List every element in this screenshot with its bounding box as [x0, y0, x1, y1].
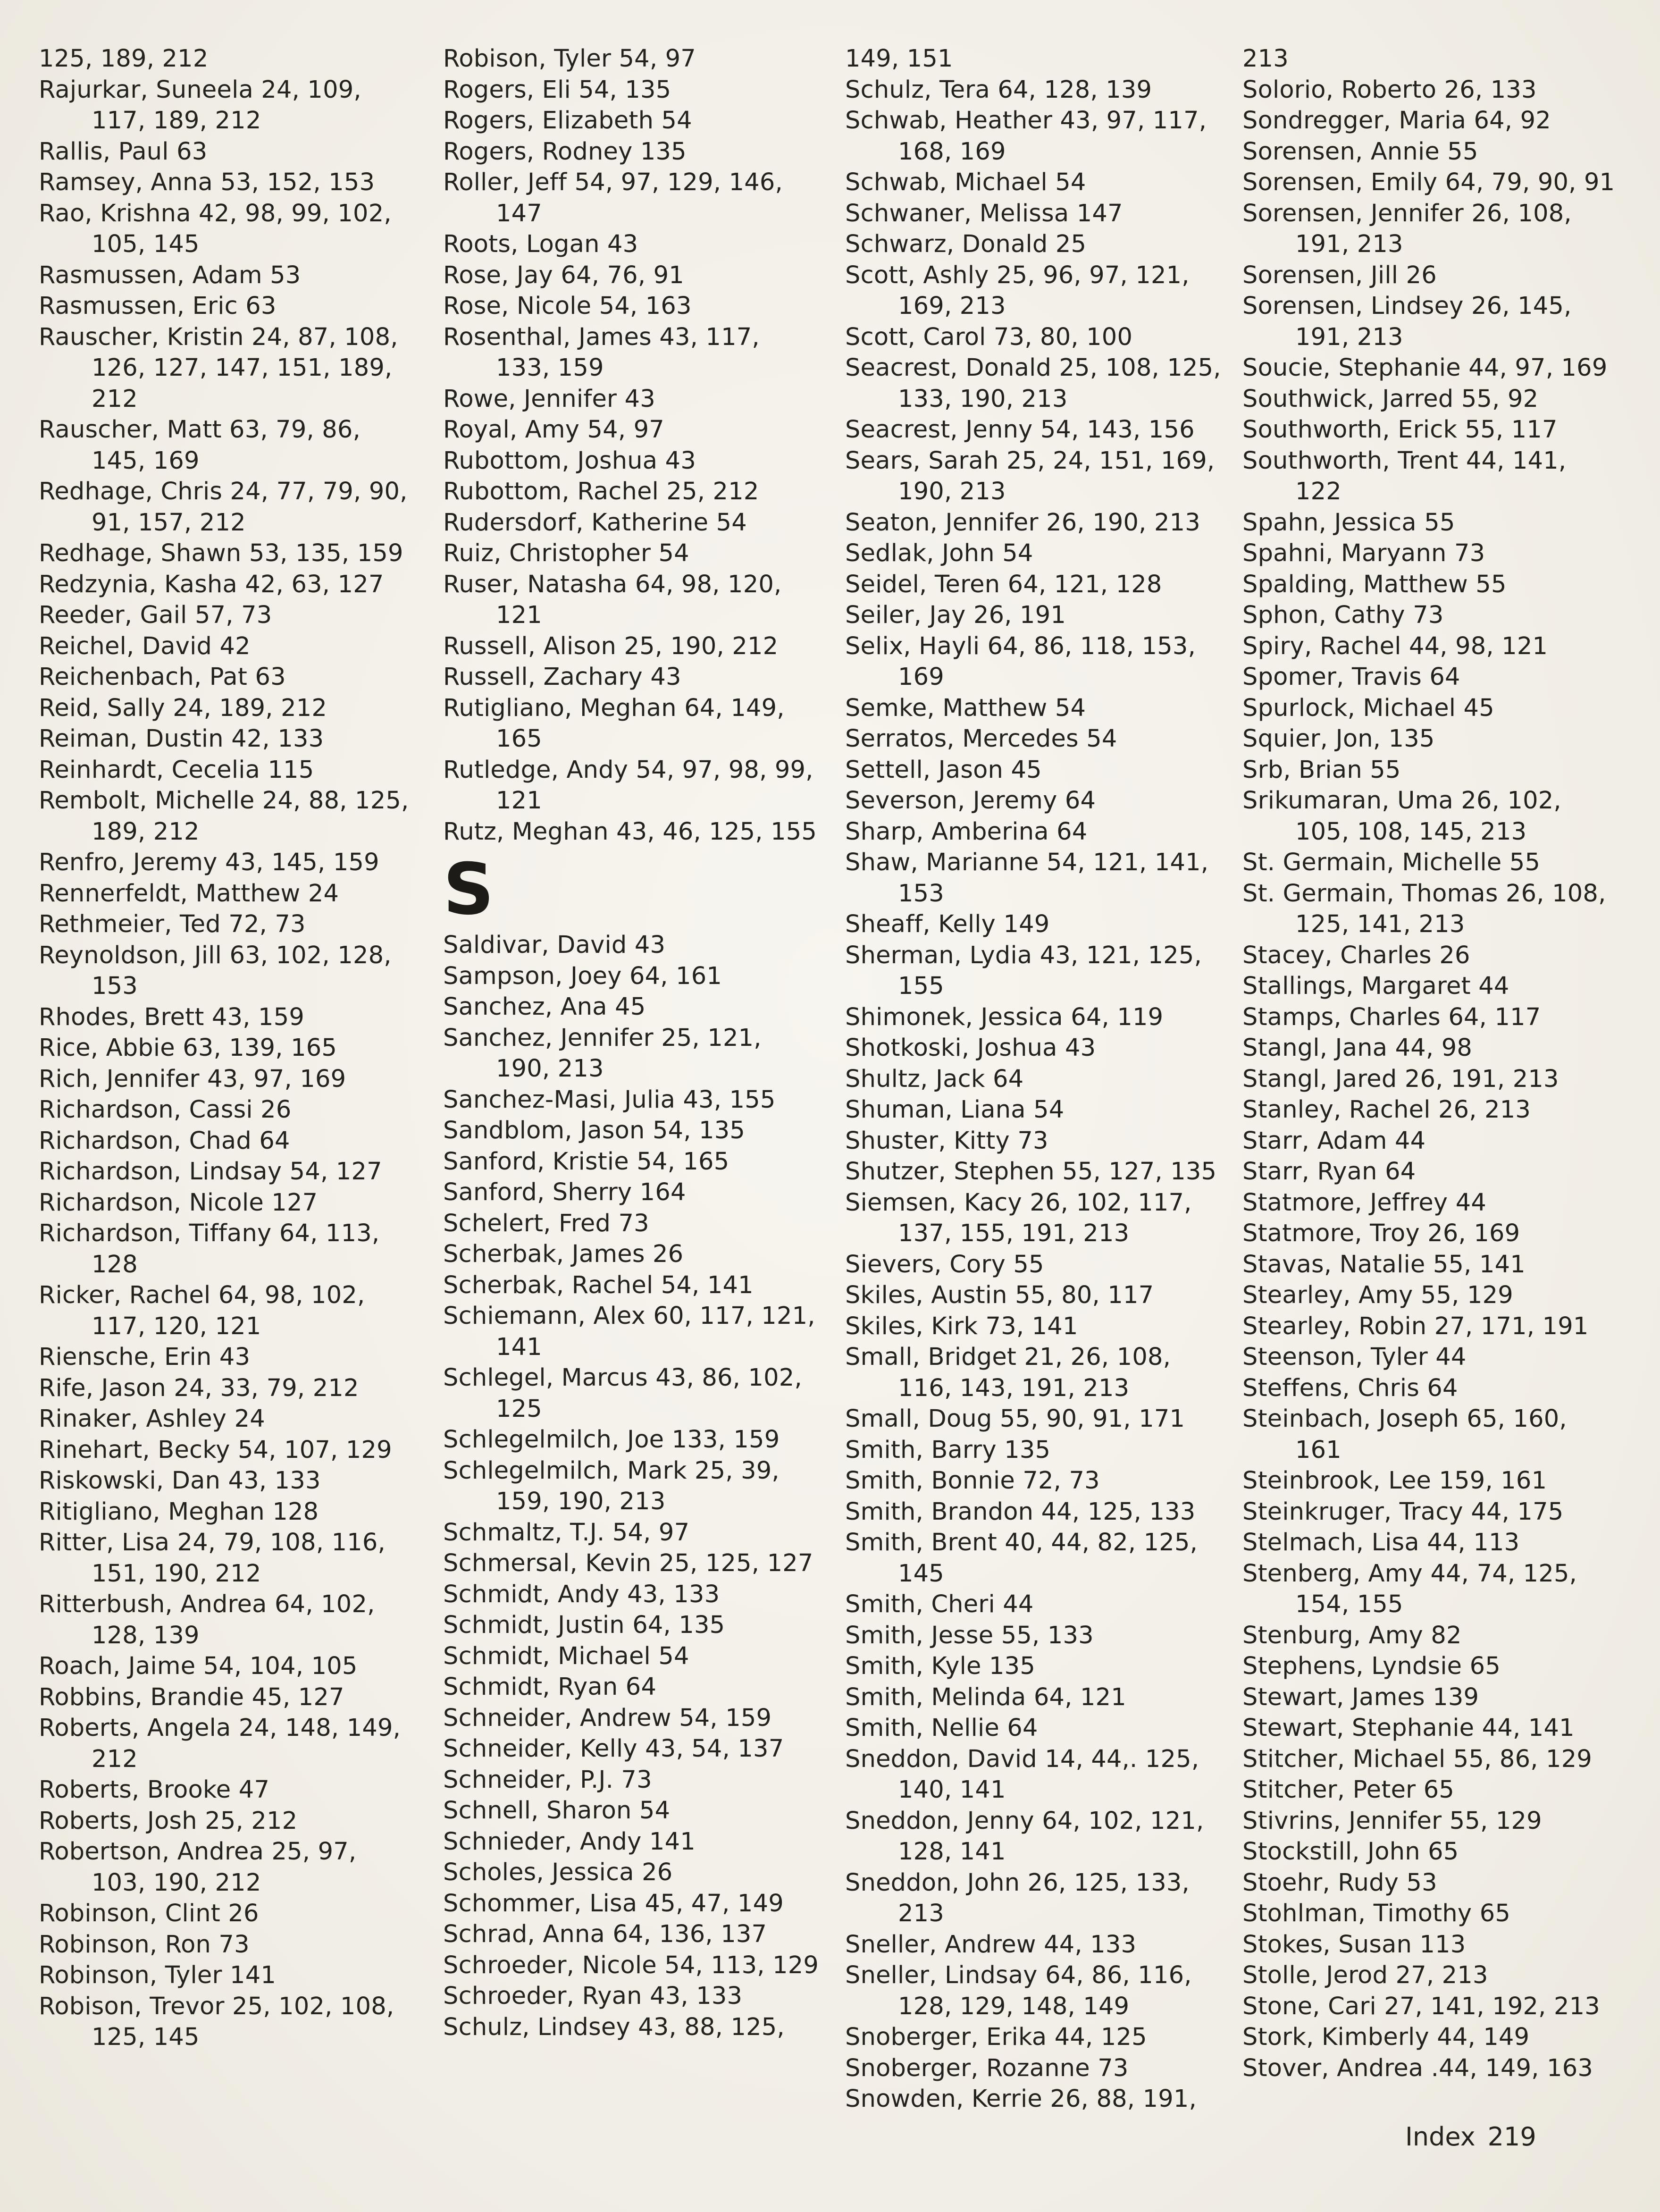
index-column-1	[39, 43, 416, 2053]
index-entry: Scherbak, Rachel 54, 141	[443, 1271, 754, 1299]
index-entry: Sondregger, Maria 64, 92	[1242, 107, 1551, 135]
index-entry: Stockstill, John 65	[1242, 1838, 1459, 1866]
index-entry: Sanford, Kristie 54, 165	[443, 1147, 729, 1176]
index-entry: Stitcher, Peter 65	[1242, 1776, 1455, 1804]
index-entry: Stacey, Charles 26	[1242, 941, 1470, 969]
index-entry: Stoehr, Rudy 53	[1242, 1868, 1437, 1897]
index-entry: Ruser, Natasha 64, 98, 120, 121	[443, 570, 782, 629]
index-entry: Seiler, Jay 26, 191	[845, 601, 1066, 629]
index-entry: Robison, Tyler 54, 97	[443, 45, 696, 73]
index-entry: Schmidt, Andy 43, 133	[443, 1580, 720, 1608]
index-entry: Sanchez, Ana 45	[443, 993, 646, 1021]
index-entry: Sorensen, Annie 55	[1242, 137, 1478, 166]
index-entry: Smith, Brandon 44, 125, 133	[845, 1497, 1196, 1526]
index-entry: Shutzer, Stephen 55, 127, 135	[845, 1158, 1217, 1186]
index-entry: Schneider, Andrew 54, 159	[443, 1704, 772, 1732]
index-entry: Stewart, Stephanie 44, 141	[1242, 1714, 1575, 1742]
index-entry: Squier, Jon, 135	[1242, 725, 1435, 753]
index-entry: Royal, Amy 54, 97	[443, 416, 664, 444]
index-entry: Roots, Logan 43	[443, 230, 638, 258]
index-entry: Starr, Adam 44	[1242, 1127, 1426, 1155]
index-entry: Reichel, David 42	[39, 632, 251, 660]
index-column-4	[1242, 43, 1620, 2084]
index-entry: Serratos, Mercedes 54	[845, 725, 1117, 753]
index-entry: Rauscher, Kristin 24, 87, 108, 126, 127, 147, 151, 189, 212	[39, 323, 398, 413]
index-entry: Stover, Andrea .44, 149, 163	[1242, 2054, 1593, 2082]
index-entry: Srb, Brian 55	[1242, 756, 1401, 784]
index-entry: Schommer, Lisa 45, 47, 149	[443, 1889, 784, 1918]
index-entry: Schwaner, Melissa 147	[845, 199, 1123, 227]
index-entry: Ramsey, Anna 53, 152, 153	[39, 168, 375, 196]
index-entry: Schneider, P.J. 73	[443, 1766, 652, 1794]
index-entry: Schmersal, Kevin 25, 125, 127	[443, 1549, 813, 1577]
index-entry: Statmore, Jeffrey 44	[1242, 1188, 1486, 1217]
index-entry: Schlegelmilch, Joe 133, 159	[443, 1426, 780, 1454]
index-entry: Selix, Hayli 64, 86, 118, 153, 169	[845, 632, 1196, 691]
index-entry: Sherman, Lydia 43, 121, 125, 155	[845, 941, 1202, 1000]
page-footer	[1405, 2121, 1549, 2153]
index-entry: Southworth, Trent 44, 141, 122	[1242, 446, 1567, 505]
index-entry: Reinhardt, Cecelia 115	[39, 756, 314, 784]
index-entry: Rose, Nicole 54, 163	[443, 292, 692, 320]
index-entry: Stohlman, Timothy 65	[1242, 1900, 1510, 1927]
index-entry: Stitcher, Michael 55, 86, 129	[1242, 1745, 1592, 1773]
index-entry: Sievers, Cory 55	[845, 1250, 1044, 1278]
index-entry: Seacrest, Jenny 54, 143, 156	[845, 416, 1195, 444]
index-entry: Seacrest, Donald 25, 108, 125, 133, 190, 213	[845, 354, 1221, 413]
index-entry: St. Germain, Michelle 55	[1242, 849, 1541, 876]
index-entry: Ritigliano, Meghan 128	[39, 1497, 319, 1526]
index-entry: Stearley, Amy 55, 129	[1242, 1281, 1513, 1309]
page-number: 219	[1487, 2122, 1536, 2152]
index-entry: Rajurkar, Suneela 24, 109, 117, 189, 212	[39, 76, 361, 135]
section-letter: S	[443, 849, 495, 931]
index-entry: Richardson, Chad 64	[39, 1127, 290, 1155]
index-entry: Stearley, Robin 27, 171, 191	[1242, 1312, 1589, 1340]
index-entry: Reynoldson, Jill 63, 102, 128, 153	[39, 941, 392, 1000]
index-entry: Rhodes, Brett 43, 159	[39, 1003, 304, 1031]
index-entry: Stokes, Susan 113	[1242, 1930, 1466, 1959]
index-entry: Severson, Jeremy 64	[845, 787, 1096, 815]
index-entry: Sneller, Andrew 44, 133	[845, 1930, 1137, 1959]
index-entry: Stephens, Lyndsie 65	[1242, 1652, 1501, 1680]
index-entry: Rubottom, Rachel 25, 212	[443, 478, 759, 505]
index-entry: Richardson, Lindsay 54, 127	[39, 1158, 382, 1186]
index-entry: Schlegelmilch, Mark 25, 39, 159, 190, 213	[443, 1456, 780, 1515]
index-entry: Redhage, Chris 24, 77, 79, 90, 91, 157, 212	[39, 478, 408, 537]
index-entry: Robertson, Andrea 25, 97, 103, 190, 212	[39, 1838, 357, 1897]
index-entry: Reiman, Dustin 42, 133	[39, 725, 324, 753]
index-entry: Skiles, Austin 55, 80, 117	[845, 1281, 1154, 1309]
index-entry: Soucie, Stephanie 44, 97, 169	[1242, 354, 1608, 382]
index-entry: Rasmussen, Eric 63	[39, 292, 277, 320]
index-entry: Sorensen, Emily 64, 79, 90, 91	[1242, 168, 1615, 196]
index-entry: Southwick, Jarred 55, 92	[1242, 385, 1539, 413]
index-entry: Roberts, Josh 25, 212	[39, 1807, 298, 1835]
index-entry: Stavas, Natalie 55, 141	[1242, 1250, 1526, 1278]
index-entry: Seaton, Jennifer 26, 190, 213	[845, 508, 1200, 537]
index-entry: Rife, Jason 24, 33, 79, 212	[39, 1374, 359, 1402]
index-entry: Sneller, Lindsay 64, 86, 116, 128, 129, 148, 149	[845, 1961, 1192, 2020]
index-entry: Roller, Jeff 54, 97, 129, 146, 147	[443, 168, 783, 227]
index-entry: Schroeder, Ryan 43, 133	[443, 1982, 743, 2010]
index-entry: Settell, Jason 45	[845, 756, 1042, 784]
index-entry: Shaw, Marianne 54, 121, 141, 153	[845, 849, 1209, 908]
index-entry: Steenson, Tyler 44	[1242, 1343, 1467, 1371]
index-entry: Riskowski, Dan 43, 133	[39, 1467, 321, 1495]
index-entry: Schulz, Lindsey 43, 88, 125,	[443, 2013, 785, 2041]
index-entry: Sanchez-Masi, Julia 43, 155	[443, 1085, 776, 1114]
index-entry: Rao, Krishna 42, 98, 99, 102, 105, 145	[39, 199, 392, 258]
index-entry: Southworth, Erick 55, 117	[1242, 416, 1558, 444]
index-entry: Richardson, Cassi 26	[39, 1096, 292, 1124]
index-entry: Scott, Ashly 25, 96, 97, 121, 169, 213	[845, 261, 1190, 320]
index-entry: Reid, Sally 24, 189, 212	[39, 694, 327, 722]
index-entry: Skiles, Kirk 73, 141	[845, 1312, 1078, 1340]
index-entry: Sedlak, John 54	[845, 539, 1033, 567]
index-entry: Stolle, Jerod 27, 213	[1242, 1961, 1488, 1989]
index-entry: Smith, Brent 40, 44, 82, 125, 145	[845, 1529, 1198, 1588]
index-entry: Rutz, Meghan 43, 46, 125, 155	[443, 817, 817, 846]
index-entry: Snowden, Kerrie 26, 88, 191,	[845, 2085, 1197, 2113]
index-entry: Stivrins, Jennifer 55, 129	[1242, 1807, 1542, 1835]
index-entry: Rowe, Jennifer 43	[443, 385, 655, 413]
index-entry: Spomer, Travis 64	[1242, 663, 1460, 691]
index-entry: Ruiz, Christopher 54	[443, 539, 689, 567]
index-column-2	[443, 43, 821, 2043]
index-entry: St. Germain, Thomas 26, 108, 125, 141, 213	[1242, 879, 1606, 938]
index-entry: Steinbrook, Lee 159, 161	[1242, 1467, 1547, 1495]
index-entry: Shuman, Liana 54	[845, 1096, 1065, 1124]
index-column-3	[845, 43, 1223, 2115]
index-entry: Rudersdorf, Katherine 54	[443, 508, 747, 537]
index-entry: Smith, Bonnie 72, 73	[845, 1467, 1100, 1495]
index-entry: Spiry, Rachel 44, 98, 121	[1242, 632, 1548, 660]
index-entry: Roberts, Angela 24, 148, 149, 212	[39, 1714, 401, 1773]
index-entry: Srikumaran, Uma 26, 102, 105, 108, 145, 213	[1242, 787, 1561, 846]
index-entry: Shotkoski, Joshua 43	[845, 1034, 1096, 1062]
index-entry: Smith, Nellie 64	[845, 1714, 1038, 1742]
index-entry: Rogers, Elizabeth 54	[443, 107, 692, 135]
index-entry: Richardson, Tiffany 64, 113, 128	[39, 1220, 380, 1278]
index-entry: Schlegel, Marcus 43, 86, 102, 125	[443, 1364, 802, 1423]
index-entry: Reeder, Gail 57, 73	[39, 601, 272, 629]
index-entry: Schulz, Tera 64, 128, 139	[845, 76, 1152, 104]
index-entry: Schneider, Kelly 43, 54, 137	[443, 1735, 784, 1763]
index-entry: Semke, Matthew 54	[845, 694, 1086, 722]
index-entry: Rasmussen, Adam 53	[39, 261, 301, 289]
index-entry: Redhage, Shawn 53, 135, 159	[39, 539, 403, 567]
index-entry: Sandblom, Jason 54, 135	[443, 1117, 746, 1144]
index-entry: Stamps, Charles 64, 117	[1242, 1003, 1541, 1031]
index-entry: Rice, Abbie 63, 139, 165	[39, 1034, 337, 1062]
index-entry: Robinson, Tyler 141	[39, 1961, 276, 1989]
index-entry: Riensche, Erin 43	[39, 1343, 251, 1371]
index-entry: Spahni, Maryann 73	[1242, 539, 1485, 567]
index-entry: Rennerfeldt, Matthew 24	[39, 879, 339, 908]
index-entry: Rutigliano, Meghan 64, 149, 165	[443, 694, 785, 753]
index-entry: Roberts, Brooke 47	[39, 1776, 270, 1804]
index-entry: Small, Doug 55, 90, 91, 171	[845, 1405, 1185, 1433]
index-entry: Ritter, Lisa 24, 79, 108, 116, 151, 190, 212	[39, 1529, 386, 1588]
index-entry: Sampson, Joey 64, 161	[443, 962, 722, 990]
index-entry: Stork, Kimberly 44, 149	[1242, 2023, 1530, 2051]
index-entry: Schrad, Anna 64, 136, 137	[443, 1920, 767, 1948]
index-entry: Rembolt, Michelle 24, 88, 125, 189, 212	[39, 787, 409, 846]
index-entry: Steinbach, Joseph 65, 160, 161	[1242, 1405, 1567, 1464]
index-entry: Sanford, Sherry 164	[443, 1178, 686, 1206]
index-entry: Steinkruger, Tracy 44, 175	[1242, 1497, 1564, 1526]
index-entry: Sneddon, David 14, 44,. 125, 140, 141	[845, 1745, 1199, 1804]
index-entry: Renfro, Jeremy 43, 145, 159	[39, 849, 379, 876]
index-entry: Redzynia, Kasha 42, 63, 127	[39, 570, 384, 598]
index-entry: Schiemann, Alex 60, 117, 121, 141	[443, 1302, 815, 1361]
index-entry: Shimonek, Jessica 64, 119	[845, 1003, 1164, 1031]
index-entry: 125, 189, 212	[39, 45, 209, 73]
index-entry: Rallis, Paul 63	[39, 137, 208, 166]
index-entry: Rich, Jennifer 43, 97, 169	[39, 1065, 346, 1093]
index-entry: Shuster, Kitty 73	[845, 1127, 1048, 1155]
index-entry: Smith, Cheri 44	[845, 1590, 1034, 1618]
index-entry: Siemsen, Kacy 26, 102, 117, 137, 155, 191, 213	[845, 1188, 1192, 1247]
index-entry: Schwab, Heather 43, 97, 117, 168, 169	[845, 107, 1207, 166]
index-entry: Stone, Cari 27, 141, 192, 213	[1242, 1992, 1600, 2020]
index-entry: Stangl, Jared 26, 191, 213	[1242, 1065, 1559, 1093]
index-entry: Sheaff, Kelly 149	[845, 910, 1050, 938]
index-entry: Small, Bridget 21, 26, 108, 116, 143, 191, 213	[845, 1343, 1171, 1402]
index-entry: Spahn, Jessica 55	[1242, 508, 1455, 537]
index-entry: Schnell, Sharon 54	[443, 1797, 671, 1825]
index-entry: Schwarz, Donald 25	[845, 230, 1087, 258]
index-entry: Saldivar, David 43	[443, 931, 666, 959]
index-entry: Spalding, Matthew 55	[1242, 570, 1507, 598]
index-entry: Schroeder, Nicole 54, 113, 129	[443, 1951, 819, 1979]
index-entry: Starr, Ryan 64	[1242, 1158, 1416, 1186]
index-entry: Scholes, Jessica 26	[443, 1859, 673, 1886]
footer-section-label: Index	[1405, 2122, 1476, 2152]
index-entry: Rogers, Rodney 135	[443, 137, 687, 166]
index-entry: Smith, Barry 135	[845, 1436, 1051, 1464]
index-entry: Ritterbush, Andrea 64, 102, 128, 139	[39, 1590, 375, 1649]
index-entry: Stanley, Rachel 26, 213	[1242, 1096, 1531, 1124]
index-entry: Smith, Melinda 64, 121	[845, 1683, 1126, 1711]
index-entry: Sorensen, Jill 26	[1242, 261, 1437, 289]
index-entry: Rauscher, Matt 63, 79, 86, 145, 169	[39, 416, 361, 475]
index-entry: Rinehart, Becky 54, 107, 129	[39, 1436, 392, 1464]
index-entry: Schwab, Michael 54	[845, 168, 1086, 196]
index-entry: Robison, Trevor 25, 102, 108, 125, 145	[39, 1992, 394, 2051]
index-entry: Sharp, Amberina 64	[845, 817, 1088, 846]
index-entry: Scherbak, James 26	[443, 1240, 684, 1268]
index-entry: Shultz, Jack 64	[845, 1065, 1024, 1093]
index-entry: Stewart, James 139	[1242, 1683, 1479, 1711]
index-entry: Russell, Zachary 43	[443, 663, 681, 691]
index-entry: Stangl, Jana 44, 98	[1242, 1034, 1473, 1062]
index-entry: Schmidt, Ryan 64	[443, 1673, 657, 1701]
index-entry: Sneddon, Jenny 64, 102, 121, 128, 141	[845, 1807, 1204, 1866]
index-entry: Stallings, Margaret 44	[1242, 972, 1509, 1000]
index-entry: Schmidt, Michael 54	[443, 1642, 689, 1670]
index-entry: Ricker, Rachel 64, 98, 102, 117, 120, 121	[39, 1281, 365, 1340]
index-entry: Solorio, Roberto 26, 133	[1242, 76, 1537, 104]
index-entry: Sneddon, John 26, 125, 133, 213	[845, 1868, 1190, 1927]
index-entry: Sorensen, Lindsey 26, 145, 191, 213	[1242, 292, 1572, 351]
index-entry: Seidel, Teren 64, 121, 128	[845, 570, 1162, 598]
index-entry: Rutledge, Andy 54, 97, 98, 99, 121	[443, 756, 813, 815]
index-entry: Rinaker, Ashley 24	[39, 1405, 265, 1433]
index-entry: Sorensen, Jennifer 26, 108, 191, 213	[1242, 199, 1572, 258]
index-entry: Rogers, Eli 54, 135	[443, 76, 671, 104]
index-entry: Schmaltz, T.J. 54, 97	[443, 1518, 690, 1547]
index-entry: Sears, Sarah 25, 24, 151, 169, 190, 213	[845, 446, 1215, 505]
index-entry: Steffens, Chris 64	[1242, 1374, 1458, 1402]
index-entry: Snoberger, Rozanne 73	[845, 2054, 1129, 2082]
index-entry: Richardson, Nicole 127	[39, 1188, 318, 1217]
index-entry: Stenburg, Amy 82	[1242, 1621, 1462, 1649]
index-entry: Russell, Alison 25, 190, 212	[443, 632, 779, 660]
index-entry: Rosenthal, James 43, 117, 133, 159	[443, 323, 760, 382]
index-entry: Robinson, Clint 26	[39, 1900, 259, 1927]
index-entry: Schelert, Fred 73	[443, 1209, 649, 1237]
index-entry: Schnieder, Andy 141	[443, 1827, 696, 1856]
index-entry: Snoberger, Erika 44, 125	[845, 2023, 1147, 2051]
index-entry: Roach, Jaime 54, 104, 105	[39, 1652, 358, 1680]
index-entry: 213	[1242, 45, 1289, 73]
index-entry: Robbins, Brandie 45, 127	[39, 1683, 344, 1711]
index-entry: 149, 151	[845, 45, 953, 73]
index-entry: Smith, Jesse 55, 133	[845, 1621, 1094, 1649]
index-entry: Stelmach, Lisa 44, 113	[1242, 1529, 1520, 1556]
index-entry: Rose, Jay 64, 76, 91	[443, 261, 684, 289]
index-entry: Rethmeier, Ted 72, 73	[39, 910, 306, 938]
index-entry: Stenberg, Amy 44, 74, 125, 154, 155	[1242, 1559, 1577, 1618]
index-entry: Statmore, Troy 26, 169	[1242, 1220, 1520, 1247]
index-entry: Scott, Carol 73, 80, 100	[845, 323, 1133, 351]
index-entry: Rubottom, Joshua 43	[443, 446, 696, 475]
index-entry: Spurlock, Michael 45	[1242, 694, 1494, 722]
index-entry: Sanchez, Jennifer 25, 121, 190, 213	[443, 1024, 762, 1083]
index-entry: Robinson, Ron 73	[39, 1930, 250, 1959]
index-entry: Reichenbach, Pat 63	[39, 663, 286, 691]
index-entry: Sphon, Cathy 73	[1242, 601, 1444, 629]
index-entry: Smith, Kyle 135	[845, 1652, 1035, 1680]
index-entry: Schmidt, Justin 64, 135	[443, 1611, 725, 1639]
